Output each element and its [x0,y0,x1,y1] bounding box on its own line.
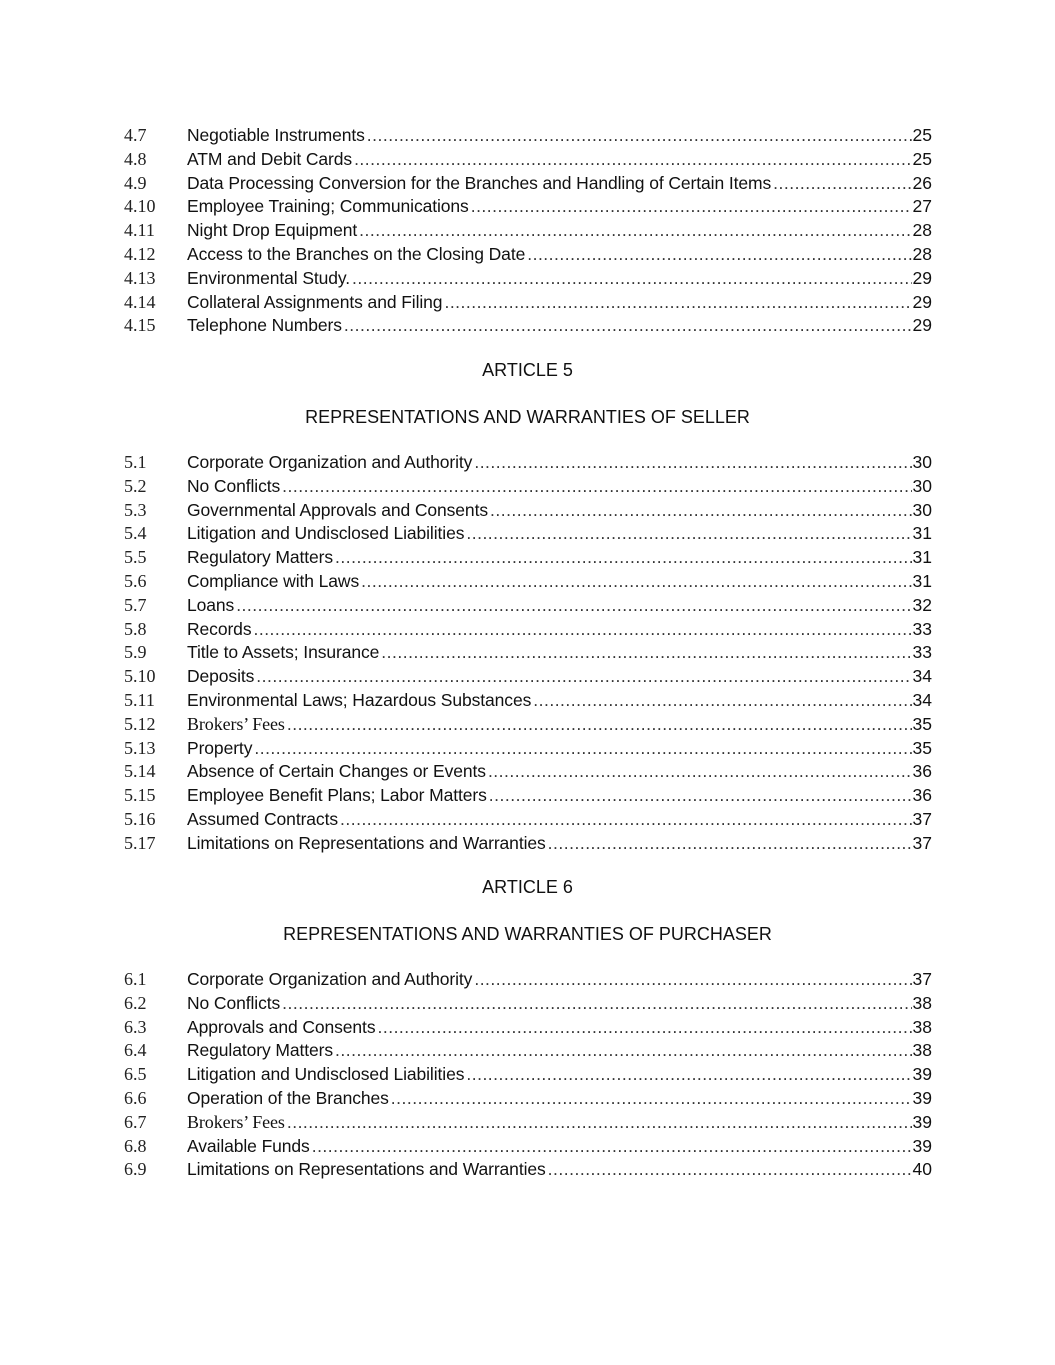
page-number: 39 [912,1135,932,1156]
toc-entry-6-9[interactable] [124,1158,932,1182]
page-number: 38 [912,1016,932,1037]
section-title: Employee Benefit Plans; Labor Matters [187,785,487,806]
section-number: 5.4 [124,523,147,544]
dot-leader [471,195,912,219]
toc-entry-5-6[interactable] [124,570,932,594]
section-title: Brokers’ Fees [187,713,285,734]
section-title: Available Funds [187,1135,310,1156]
dot-leader [287,1111,912,1135]
section-title: Environmental Study. [187,267,351,288]
toc-entry-6-2[interactable] [124,992,932,1016]
toc-entry-5-11[interactable] [124,689,932,713]
page-number: 33 [912,618,932,639]
toc-entry-6-1[interactable] [124,968,932,992]
toc-entry-6-3[interactable] [124,1016,932,1040]
dot-leader [466,522,911,546]
dot-leader [352,267,911,291]
toc-entry-4-12[interactable] [124,243,932,267]
page-number: 25 [912,148,932,169]
section-title: Loans [187,594,235,615]
section-title: Compliance with Laws [187,570,360,591]
toc-entry-4-13[interactable] [124,267,932,291]
section-title: Brokers’ Fees [187,1111,285,1132]
dot-leader [488,760,912,784]
dot-leader [367,124,912,148]
page-number: 29 [912,267,932,288]
page-number: 29 [912,315,932,336]
page-number: 39 [912,1111,932,1132]
section-title: Operation of the Branches [187,1087,389,1108]
dot-leader [344,314,912,338]
toc-entry-6-8[interactable] [124,1135,932,1159]
toc-entry-5-5[interactable] [124,546,932,570]
dot-leader [335,546,911,570]
section-number: 5.3 [124,499,147,520]
dot-leader [256,665,911,689]
section-title: Title to Assets; Insurance [187,642,380,663]
page-number: 40 [912,1159,932,1180]
section-number: 5.13 [124,737,156,758]
toc-entry-5-9[interactable] [124,641,932,665]
article-6-subtitle: REPRESENTATIONS AND WARRANTIES OF PURCHASER [283,924,772,944]
section-number: 5.16 [124,808,156,829]
page-number: 39 [912,1087,932,1108]
dot-leader [548,832,912,856]
page-number: 34 [912,689,932,710]
section-number: 6.3 [124,1016,147,1037]
page-number: 37 [912,832,932,853]
section-number: 4.7 [124,125,147,145]
section-title: Limitations on Representations and Warranties [187,832,546,853]
section-number: 4.12 [124,243,156,264]
section-title: Data Processing Conversion for the Branches and Handling of Certain Items [187,172,772,193]
dot-leader [474,968,911,992]
section-number: 4.15 [124,315,156,336]
toc-entry-5-15[interactable] [124,784,932,808]
page-number: 30 [912,452,932,472]
section-number: 6.2 [124,992,147,1013]
section-number: 5.12 [124,713,156,734]
section-title: Property [187,737,253,758]
page-number: 30 [912,499,932,520]
section-number: 4.8 [124,148,147,169]
page-number: 36 [912,785,932,806]
toc-entry-4-10[interactable] [124,195,932,219]
dot-leader [444,291,911,315]
toc-entry-6-7[interactable] [124,1111,932,1135]
dot-leader [359,219,911,243]
toc-article-5-list [124,451,932,856]
section-number: 4.10 [124,196,156,217]
toc-entry-4-11[interactable] [124,219,932,243]
section-title: Negotiable Instruments [187,125,365,145]
section-number: 6.1 [124,969,147,989]
toc-entry-5-17[interactable] [124,832,932,856]
section-number: 5.6 [124,570,147,591]
page-number: 39 [912,1064,932,1085]
section-title: Litigation and Undisclosed Liabilities [187,523,465,544]
page-number: 31 [912,547,932,568]
dot-leader [391,1087,912,1111]
toc-entry-5-1[interactable] [124,451,932,475]
section-title: Environmental Laws; Hazardous Substances [187,689,532,710]
section-number: 5.10 [124,666,156,687]
dot-leader [773,172,911,196]
dot-leader [548,1158,912,1182]
dot-leader [474,451,911,475]
section-title: Limitations on Representations and Warranties [187,1159,546,1180]
section-title: Deposits [187,666,255,687]
section-number: 4.14 [124,291,156,312]
section-number: 5.11 [124,689,155,710]
toc-entry-6-4[interactable] [124,1039,932,1063]
section-title: Regulatory Matters [187,547,334,568]
page-number: 27 [912,196,932,217]
toc-entry-5-8[interactable] [124,618,932,642]
page-number: 35 [912,713,932,734]
page-number: 30 [912,475,932,496]
dot-leader [236,594,911,618]
section-title: Assumed Contracts [187,808,338,829]
article-6-heading: ARTICLE 6 [482,877,573,897]
section-title: Approvals and Consents [187,1016,376,1037]
dot-leader [490,499,912,523]
section-number: 5.2 [124,475,147,496]
page-number: 25 [912,125,932,145]
dot-leader [354,148,911,172]
section-title: Access to the Branches on the Closing Date [187,243,526,264]
section-title: ATM and Debit Cards [187,148,353,169]
toc-entry-4-15[interactable] [124,314,932,338]
page-number: 37 [912,808,932,829]
section-title: Records [187,618,252,639]
section-title: Corporate Organization and Authority [187,452,473,472]
toc-article-6-list [124,968,932,1182]
dot-leader [533,689,911,713]
dot-leader [381,641,911,665]
section-number: 5.15 [124,785,156,806]
toc-entry-5-3[interactable] [124,499,932,523]
section-title: Governmental Approvals and Consents [187,499,488,520]
page-number: 38 [912,992,932,1013]
page-number: 31 [912,570,932,591]
toc-entry-5-10[interactable] [124,665,932,689]
toc-entry-5-16[interactable] [124,808,932,832]
toc-entry-5-12[interactable] [124,713,932,737]
dot-leader [312,1135,912,1159]
section-number: 4.11 [124,220,155,241]
section-number: 5.14 [124,761,156,782]
toc-entry-5-14[interactable] [124,760,932,784]
section-number: 6.4 [124,1040,147,1061]
section-title: Night Drop Equipment [187,220,358,241]
toc-entry-6-6[interactable] [124,1087,932,1111]
dot-leader [335,1039,911,1063]
toc-entry-4-7[interactable] [124,124,932,148]
section-number: 4.13 [124,267,156,288]
toc-entry-6-5[interactable] [124,1063,932,1087]
dot-leader [253,618,911,642]
section-number: 6.9 [124,1159,147,1180]
dot-leader [340,808,912,832]
toc-entry-4-9[interactable] [124,172,932,196]
page-number: 29 [912,291,932,312]
toc-entry-5-13[interactable] [124,737,932,761]
toc-article-4-list [124,124,932,338]
page-number: 28 [912,220,932,241]
toc-entry-5-7[interactable] [124,594,932,618]
page-number: 35 [912,737,932,758]
dot-leader [254,737,911,761]
section-number: 6.7 [124,1111,147,1132]
page-number: 36 [912,761,932,782]
section-title: Regulatory Matters [187,1040,334,1061]
dot-leader [282,992,911,1016]
section-title: No Conflicts [187,992,281,1013]
section-number: 5.5 [124,547,147,568]
page-number: 28 [912,243,932,264]
section-title: Employee Training; Communications [187,196,469,217]
dot-leader [282,475,911,499]
article-5-subtitle: REPRESENTATIONS AND WARRANTIES OF SELLER [305,407,750,427]
dot-leader [527,243,911,267]
section-title: Corporate Organization and Authority [187,969,473,989]
section-number: 6.8 [124,1135,147,1156]
toc-entry-4-14[interactable] [124,291,932,315]
toc-entry-5-2[interactable] [124,475,932,499]
section-number: 5.9 [124,642,147,663]
section-number: 6.5 [124,1064,147,1085]
dot-leader [377,1016,911,1040]
toc-entry-5-4[interactable] [124,522,932,546]
section-number: 6.6 [124,1087,147,1108]
section-number: 5.17 [124,832,156,853]
section-title: No Conflicts [187,475,281,496]
page-number: 34 [912,666,932,687]
dot-leader [287,713,912,737]
page-number: 38 [912,1040,932,1061]
dot-leader [361,570,911,594]
page-number: 32 [912,594,932,615]
section-title: Absence of Certain Changes or Events [187,761,486,782]
section-number: 5.8 [124,618,147,639]
section-number: 4.9 [124,172,147,193]
article-5-heading: ARTICLE 5 [482,360,573,380]
section-title: Telephone Numbers [187,315,342,336]
section-number: 5.7 [124,594,147,615]
dot-leader [489,784,912,808]
dot-leader [466,1063,911,1087]
page-number: 26 [912,172,932,193]
toc-entry-4-8[interactable] [124,148,932,172]
section-title: Collateral Assignments and Filing [187,291,443,312]
page-number: 33 [912,642,932,663]
section-number: 5.1 [124,452,147,472]
section-title: Litigation and Undisclosed Liabilities [187,1064,465,1085]
page-number: 37 [912,969,932,989]
page-number: 31 [912,523,932,544]
